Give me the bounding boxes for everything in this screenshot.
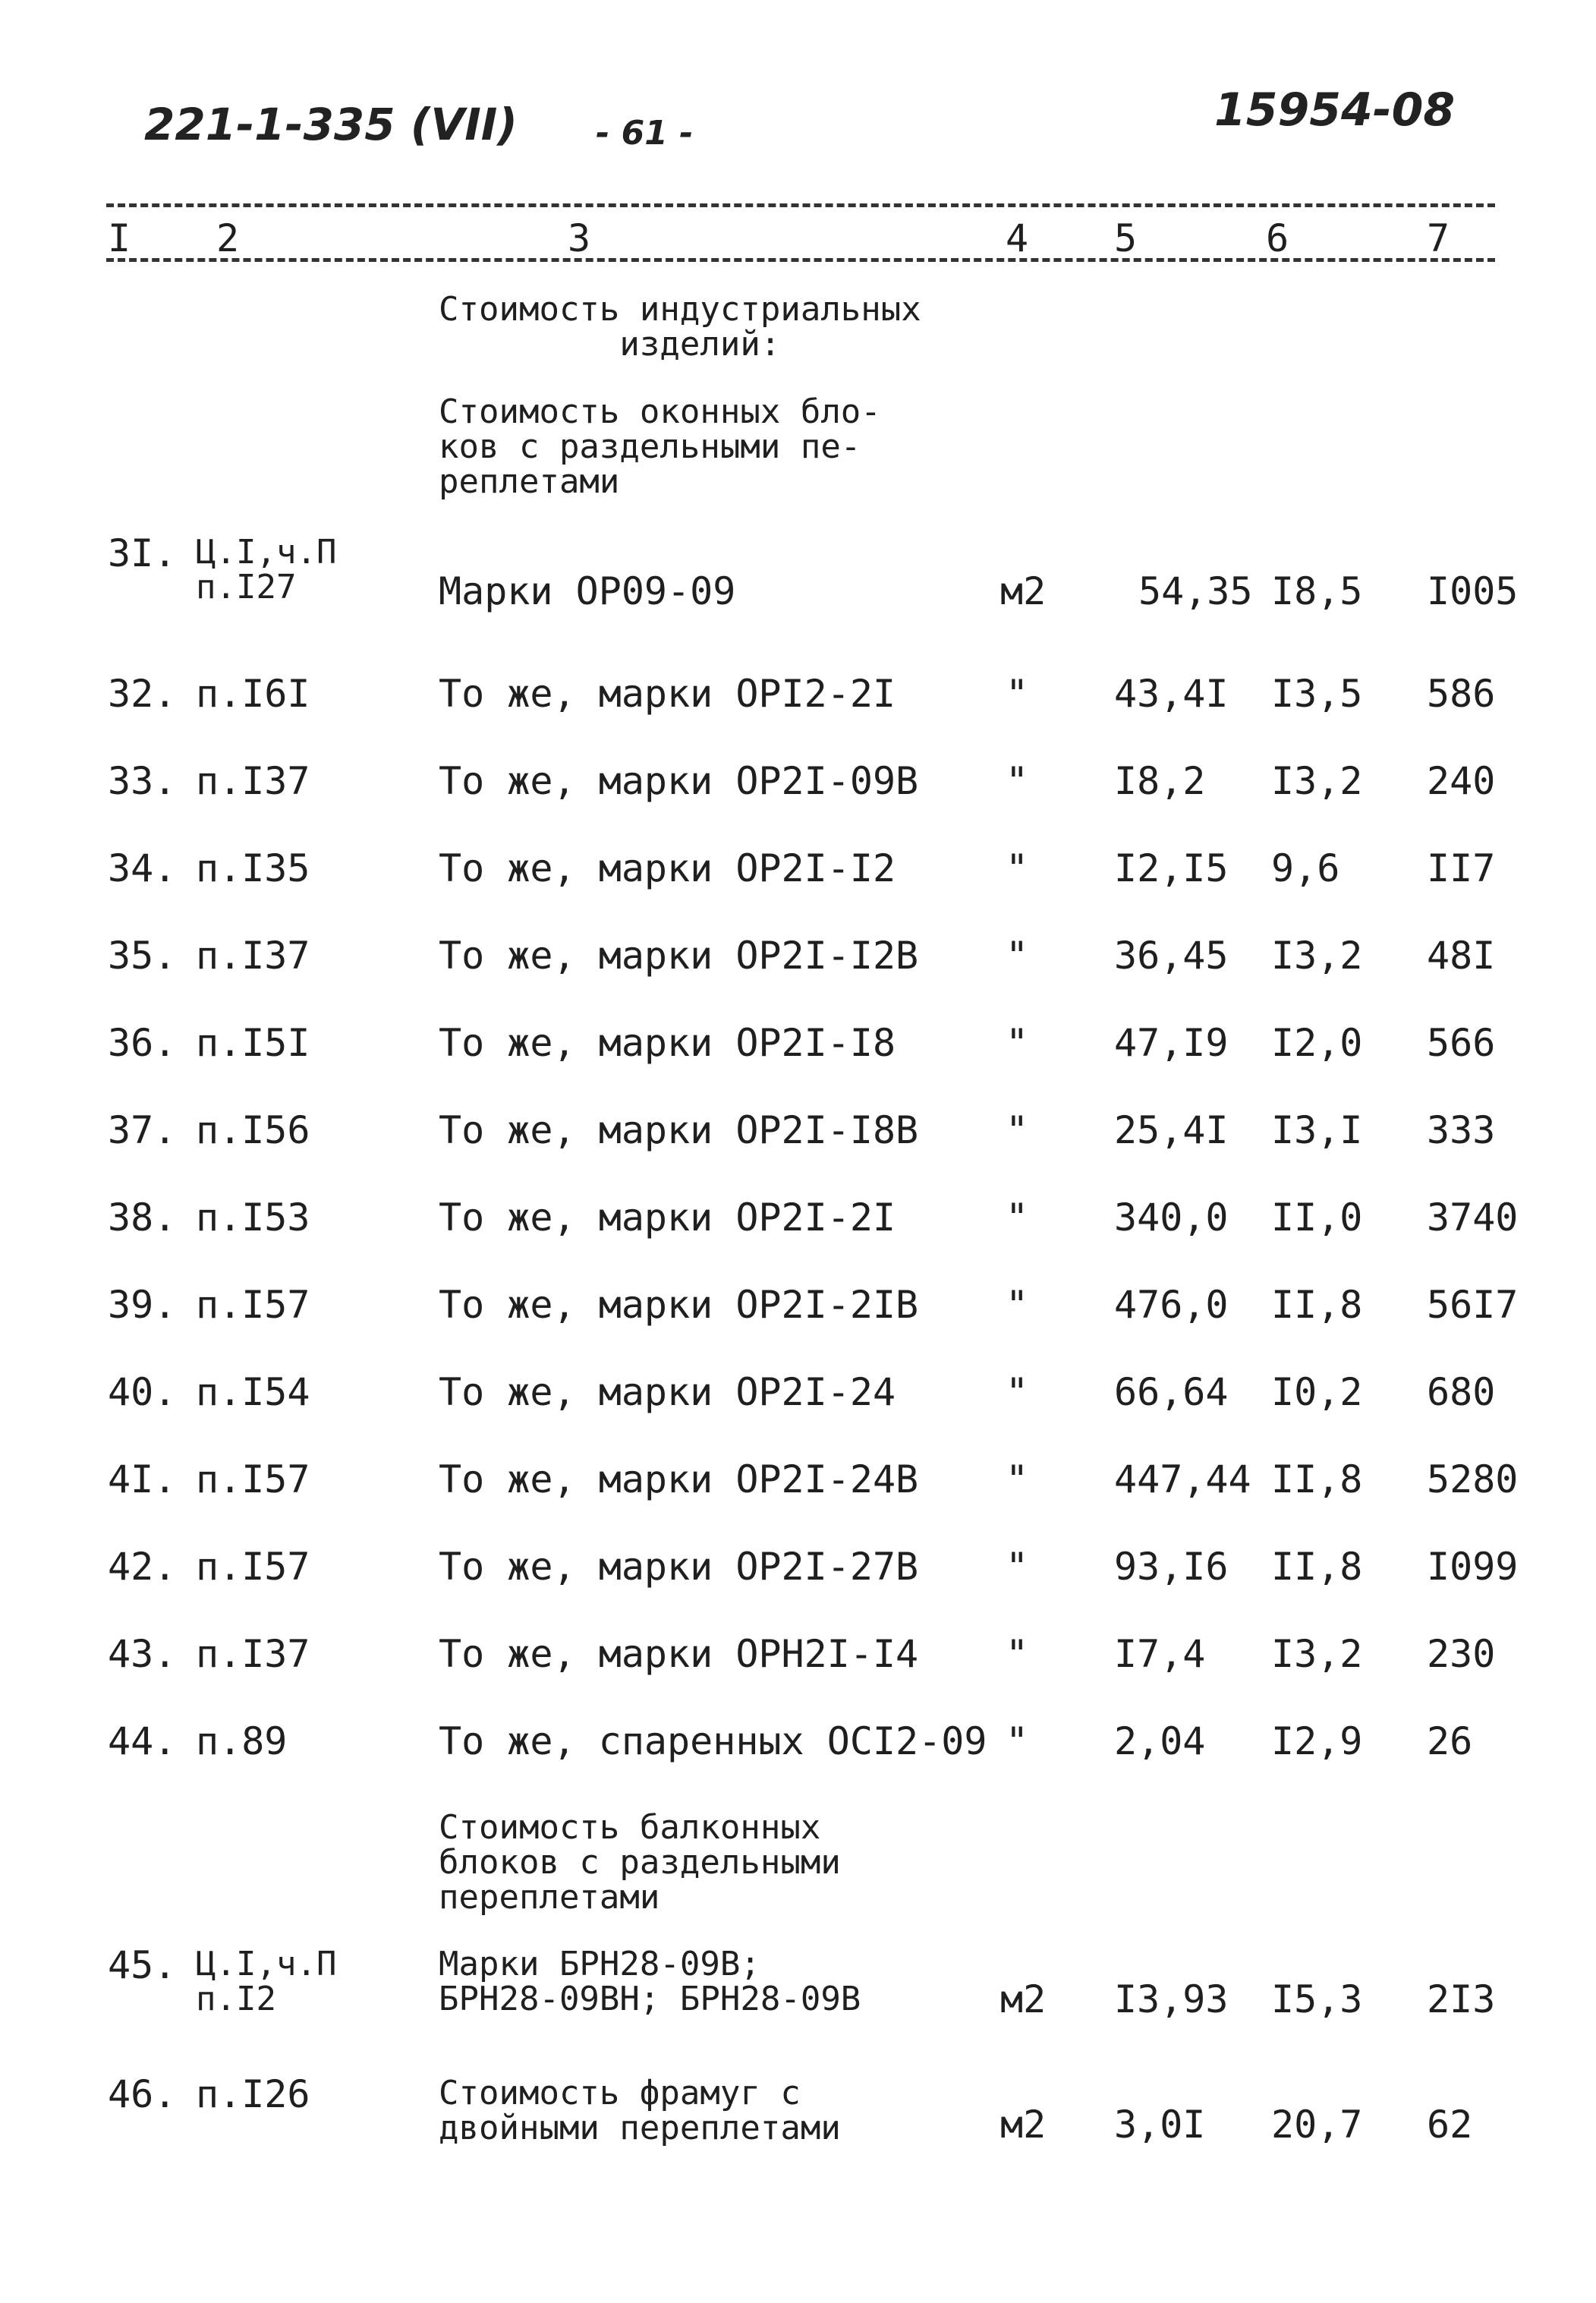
row-unit: " [1006, 1021, 1029, 1065]
row-quantity: 66,64 [1114, 1370, 1229, 1414]
row-number: 36. [108, 1021, 177, 1065]
row-unit: " [1006, 1545, 1029, 1589]
row-unit: " [1006, 1632, 1029, 1676]
row-number: 37. [108, 1108, 177, 1152]
row-unit: " [1006, 1370, 1029, 1414]
row-number: 35. [108, 934, 177, 978]
row-name: Марки БРН28-09В; БРН28-09ВН; БРН28-09В [439, 1945, 861, 2018]
row-reference: п.I37 [196, 759, 310, 803]
row-unit: " [1006, 846, 1029, 890]
row-quantity: 447,44 [1114, 1457, 1251, 1501]
row-unit: " [1006, 1196, 1029, 1240]
row-name: То же, марки ОР2I-I8 [439, 1021, 896, 1065]
column-number-4: 4 [1006, 216, 1029, 260]
row-name: То же, марки ОР2I-09В [439, 759, 919, 803]
row-reference: п.I53 [196, 1196, 310, 1240]
row-reference: п.89 [196, 1719, 288, 1763]
section-heading-industrial: Стоимость индустриальных изделий: [439, 290, 921, 364]
row-price: II,0 [1271, 1196, 1363, 1240]
row-number: 44. [108, 1719, 177, 1763]
row-price: 20,7 [1271, 2103, 1363, 2147]
row-total: II7 [1427, 846, 1496, 890]
row-reference: Ц.I,ч.П п.I27 [196, 533, 337, 606]
row-number: 39. [108, 1283, 177, 1327]
row-total: I099 [1427, 1545, 1519, 1589]
row-total: 62 [1427, 2103, 1473, 2147]
row-price: 9,6 [1271, 846, 1340, 890]
row-unit: " [1006, 1719, 1029, 1763]
row-unit: " [1006, 1283, 1029, 1327]
row-total: 26 [1427, 1719, 1473, 1763]
row-total: I005 [1427, 569, 1519, 613]
row-total: 240 [1427, 759, 1496, 803]
row-total: 230 [1427, 1632, 1496, 1676]
row-unit: м2 [1000, 1977, 1047, 2021]
row-price: II,8 [1271, 1545, 1363, 1589]
row-reference: п.I57 [196, 1283, 310, 1327]
row-quantity: 93,I6 [1114, 1545, 1229, 1589]
row-name: То же, марки ОР2I-2IВ [439, 1283, 919, 1327]
row-quantity: 47,I9 [1114, 1021, 1229, 1065]
row-number: 4I. [108, 1457, 177, 1501]
row-name: То же, марки ОР2I-I2В [439, 934, 919, 978]
row-total: 2I3 [1427, 1977, 1496, 2021]
row-name: Стоимость фрамуг с двойными переплетами [439, 2074, 841, 2147]
row-unit: " [1006, 759, 1029, 803]
row-name: То же, марки ОР2I-24 [439, 1370, 896, 1414]
row-quantity: 36,45 [1114, 934, 1229, 978]
row-name: То же, марки ОР2I-I8В [439, 1108, 919, 1152]
row-total: 3740 [1427, 1196, 1519, 1240]
row-name: То же, марки ОР2I-I2 [439, 846, 896, 890]
row-price: I0,2 [1271, 1370, 1363, 1414]
row-number: 33. [108, 759, 177, 803]
row-name: То же, марки ОРН2I-I4 [439, 1632, 919, 1676]
row-unit: м2 [1000, 569, 1047, 613]
row-unit: " [1006, 672, 1029, 716]
row-number: 38. [108, 1196, 177, 1240]
document-code: 221-1-335 (VII) [144, 99, 518, 150]
row-number: 46. [108, 2072, 177, 2116]
row-price: I8,5 [1271, 569, 1363, 613]
row-price: I3,2 [1271, 1632, 1363, 1676]
inventory-number: 15954-08 [1214, 83, 1456, 137]
column-number-7: 7 [1427, 216, 1450, 260]
row-unit: " [1006, 1457, 1029, 1501]
row-total: 48I [1427, 934, 1496, 978]
row-reference: п.I57 [196, 1545, 310, 1589]
row-total: 5280 [1427, 1457, 1519, 1501]
row-quantity: I7,4 [1114, 1632, 1206, 1676]
row-reference: Ц.I,ч.П п.I2 [196, 1945, 337, 2018]
row-quantity: I8,2 [1114, 759, 1206, 803]
row-reference: п.I56 [196, 1108, 310, 1152]
section-heading-windows: Стоимость оконных бло- ков с раздельными пе- реплетами [439, 392, 881, 501]
row-total: 566 [1427, 1021, 1496, 1065]
row-price: I3,2 [1271, 934, 1363, 978]
column-number-2: 2 [216, 216, 240, 260]
row-number: 45. [108, 1943, 177, 1987]
row-name: То же, марки ОР2I-27В [439, 1545, 919, 1589]
row-price: I2,0 [1271, 1021, 1363, 1065]
column-number-1: I [108, 216, 131, 260]
row-quantity: 43,4I [1114, 672, 1229, 716]
row-quantity: 54,35 [1138, 569, 1253, 613]
row-name: То же, марки ОР2I-2I [439, 1196, 896, 1240]
row-total: 586 [1427, 672, 1496, 716]
row-unit: " [1006, 1108, 1029, 1152]
row-total: 333 [1427, 1108, 1496, 1152]
page-number: - 61 - [596, 114, 694, 153]
row-quantity: 340,0 [1114, 1196, 1229, 1240]
row-total: 56I7 [1427, 1283, 1519, 1327]
row-price: I3,5 [1271, 672, 1363, 716]
section-heading-balcony: Стоимость балконных блоков с раздельными переплетами [439, 1808, 841, 1917]
row-reference: п.I6I [196, 672, 310, 716]
row-price: I2,9 [1271, 1719, 1363, 1763]
row-price: II,8 [1271, 1283, 1363, 1327]
row-reference: п.I5I [196, 1021, 310, 1065]
row-price: I3,2 [1271, 759, 1363, 803]
row-quantity: 476,0 [1114, 1283, 1229, 1327]
row-reference: п.I35 [196, 846, 310, 890]
row-name: То же, спаренных ОСI2-09 [439, 1719, 987, 1763]
row-price: II,8 [1271, 1457, 1363, 1501]
row-price: I5,3 [1271, 1977, 1363, 2021]
row-reference: п.I37 [196, 1632, 310, 1676]
row-quantity: I3,93 [1114, 1977, 1229, 2021]
row-quantity: I2,I5 [1114, 846, 1229, 890]
row-reference: п.I26 [196, 2072, 310, 2116]
row-number: 34. [108, 846, 177, 890]
column-number-3: 3 [568, 216, 591, 260]
row-unit: м2 [1000, 2103, 1047, 2147]
row-name: То же, марки ОР2I-24В [439, 1457, 919, 1501]
row-name: То же, марки ОРI2-2I [439, 672, 896, 716]
row-number: 42. [108, 1545, 177, 1589]
row-reference: п.I57 [196, 1457, 310, 1501]
row-number: 32. [108, 672, 177, 716]
row-unit: " [1006, 934, 1029, 978]
row-quantity: 2,04 [1114, 1719, 1206, 1763]
row-name: Марки ОР09-09 [439, 569, 736, 613]
row-reference: п.I37 [196, 934, 310, 978]
column-number-5: 5 [1114, 216, 1138, 260]
row-number: 40. [108, 1370, 177, 1414]
row-price: I3,I [1271, 1108, 1363, 1152]
row-number: 3I. [108, 531, 177, 575]
row-quantity: 25,4I [1114, 1108, 1229, 1152]
header-top-rule [106, 203, 1495, 207]
row-number: 43. [108, 1632, 177, 1676]
row-reference: п.I54 [196, 1370, 310, 1414]
column-number-6: 6 [1266, 216, 1289, 260]
row-total: 680 [1427, 1370, 1496, 1414]
row-quantity: 3,0I [1114, 2103, 1206, 2147]
